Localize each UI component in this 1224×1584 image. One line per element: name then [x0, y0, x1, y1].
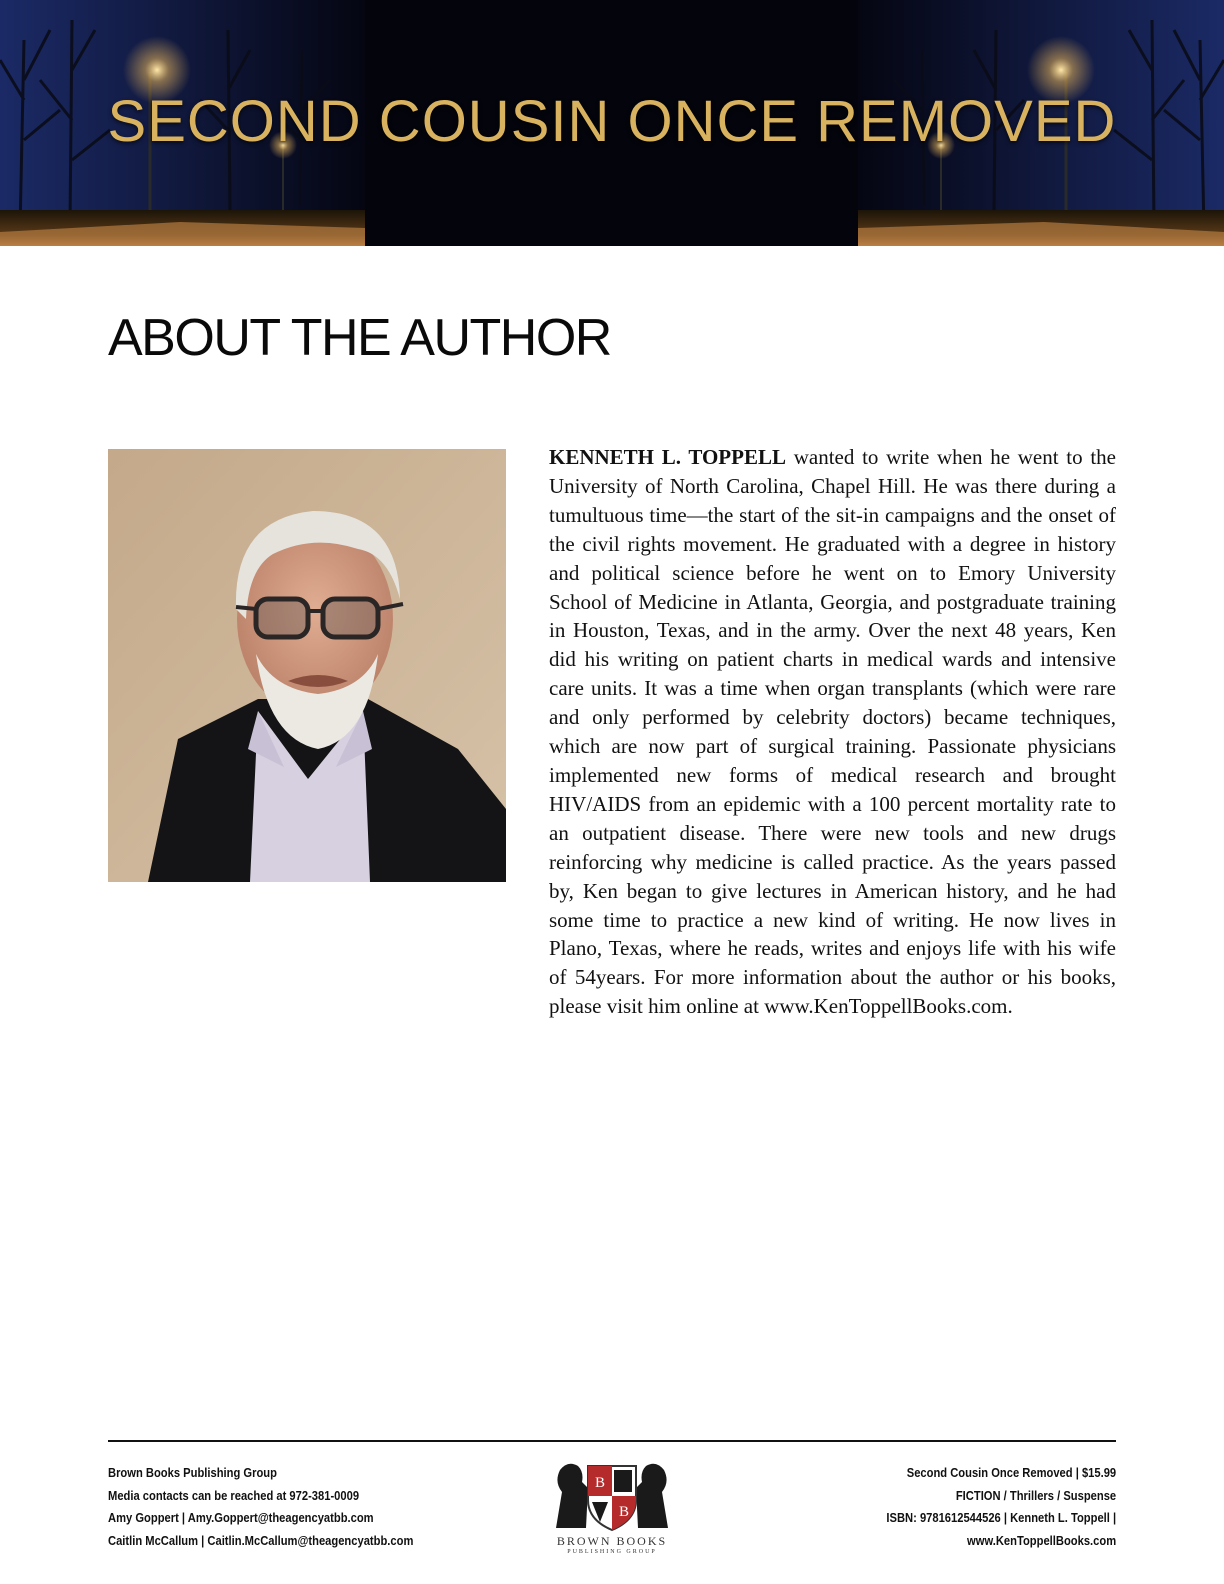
publisher-name: Brown Books Publishing Group	[108, 1465, 277, 1480]
publisher-contacts	[108, 1462, 413, 1552]
lion-crest-icon	[548, 1452, 676, 1532]
logo-subtitle: PUBLISHING GROUP	[567, 1549, 657, 1555]
contact-amy: Amy Goppert | Amy.Goppert@theagencyatbb.com	[108, 1510, 374, 1525]
brown-books-logo	[547, 1452, 677, 1564]
media-contact-phone: Media contacts can be reached at 972-381-0009	[108, 1487, 360, 1503]
header-banner	[0, 0, 1224, 246]
book-title-price: Second Cousin Once Removed | $15.99	[906, 1465, 1116, 1480]
book-genre: FICTION / Thrillers / Suspense	[955, 1487, 1116, 1503]
contact-caitlin: Caitlin McCallum | Caitlin.McCallum@theagencyatbb.com	[108, 1532, 414, 1548]
svg-text:B: B	[618, 1504, 630, 1520]
author-bio	[549, 443, 1116, 1021]
book-title: SECOND COUSIN ONCE REMOVED	[107, 89, 1117, 154]
footer-divider	[108, 1440, 1116, 1442]
section-heading: ABOUT THE AUTHOR	[108, 309, 611, 367]
book-isbn-author: ISBN: 9781612544526 | Kenneth L. Toppell |	[886, 1510, 1116, 1525]
author-photo	[108, 449, 506, 882]
svg-text:B: B	[594, 1475, 606, 1491]
book-website: www.KenToppellBooks.com	[966, 1532, 1116, 1548]
bio-text: wanted to write when he went to the University of North Carolina, Chapel Hill. He was there during a tumultuous time—the start of the sit-in campaigns and the onset of the civil rights movement. He graduated with a degree in history and political science before he went on to Emory University School of Medicine in Atlanta, Georgia, and postgraduate training in Houston, Texas, and in the army. Over the next 48 years, Ken did his writing on patient charts in medical wards and intensive care units. It was a time when organ transplants (which were rare and only performed by celebrity doctors) became techniques, which are now part of surgical training. Passionate physicians implemented new forms of medical research and brought HIV/AIDS from an epidemic with a 100 percent mortality rate to an outpatient disease. There were new tools and new drugs reinforcing why medicine is called practice. As the years passed by, Ken began to give lectures in American history, and he had some time to practice a new kind of writing. He now lives in Plano, Texas, where he reads, writes and enjoys life with his wife of 54years. For more information about the author or his books, please visit him online at www.KenToppellBooks.com.	[549, 445, 1116, 1019]
author-name: KENNETH L. TOPPELL	[549, 445, 786, 469]
logo-wordmark: BROWN BOOKS	[556, 1534, 668, 1548]
book-details	[886, 1462, 1116, 1552]
